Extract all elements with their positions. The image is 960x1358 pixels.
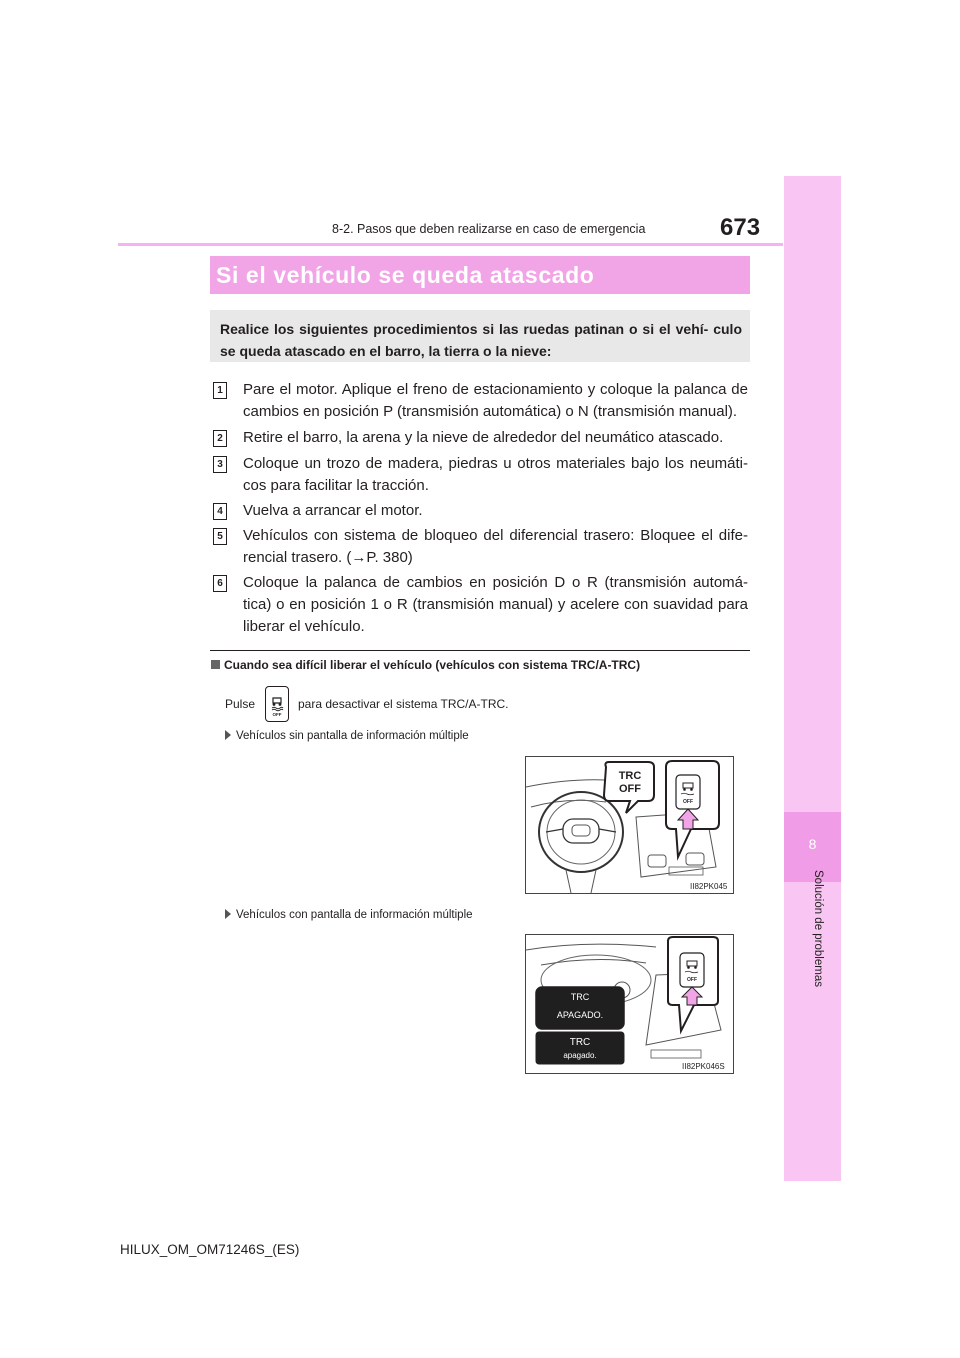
trc-off-button-icon <box>265 686 289 722</box>
header-rule <box>118 243 783 246</box>
step-number: 5 <box>213 528 227 545</box>
callout-off-text: OFF <box>619 783 641 795</box>
section-title: 8-2. Pasos que deben realizarse en caso de emergencia <box>332 222 646 236</box>
step-text: Pare el motor. Aplique el freno de estacionamiento y coloque la palanca de cambios en posición P (transmisión automática) o N (transmisión manual). <box>243 381 748 420</box>
display-2-apagado: apagado. <box>563 1051 597 1060</box>
figure-1-code: II82PK045 <box>690 882 728 891</box>
step-text: Coloque la palanca de cambios en posición D o R (transmisión automá- tica) o en posición 1 o R (transmisión manual) y acelere con suavidad para liberar el vehículo. <box>243 574 748 635</box>
divider <box>210 650 750 651</box>
figure-1-caption <box>225 730 469 742</box>
figure-2-caption-text: Vehículos con pantalla de información múltiple <box>236 909 473 921</box>
callout-trc-text: TRC <box>618 770 642 782</box>
figure-2-caption <box>225 909 473 921</box>
step-text: Retire el barro, la arena y la nieve de alrededor del neumático atascado. <box>243 429 724 446</box>
chapter-number: 8 <box>808 836 817 852</box>
step-number: 2 <box>213 430 227 447</box>
intro-text: Realice los siguientes procedimientos si las ruedas patinan o si el vehí- culo se queda atascado en el barro, la tierra o la nieve: <box>220 321 742 359</box>
step-number: 6 <box>213 575 227 592</box>
step-text: Vehículos con sistema de bloqueo del diferencial trasero: Bloquee el dife- rencial trasero. (→P. 380) <box>243 527 748 566</box>
step-number: 1 <box>213 382 227 399</box>
step-number: 4 <box>213 503 227 520</box>
pulse-text: Pulse <box>225 697 256 711</box>
note-heading-text: Cuando sea difícil liberar el vehículo (vehículos con sistema TRC/A-TRC) <box>224 658 641 672</box>
pulse-rest-text: para desactivar el sistema TRC/A-TRC. <box>298 697 509 711</box>
square-bullet-icon <box>211 660 220 669</box>
page-number: 673 <box>720 214 761 241</box>
figure-2-dashboard <box>525 934 734 1074</box>
display-1-trc: TRC <box>570 992 590 1002</box>
display-2-trc: TRC <box>569 1037 591 1048</box>
step-number: 3 <box>213 456 227 473</box>
chapter-side-tab <box>784 176 841 1181</box>
chapter-title-wrap <box>784 870 841 990</box>
figure-1-button-label: OFF <box>683 799 693 805</box>
page-title: Si el vehículo se queda atascado <box>216 262 595 288</box>
arrow-bullet-icon <box>225 909 231 919</box>
display-1-apagado: APAGADO. <box>556 1010 604 1020</box>
chapter-title: Solución de problemas <box>812 870 824 987</box>
step-text: Coloque un trozo de madera, piedras u otros materiales bajo los neumáti- cos para facilitar la tracción. <box>243 455 748 494</box>
footer-doc-code: HILUX_OM_OM71246S_(ES) <box>120 1242 300 1257</box>
figure-2-code: II82PK046S <box>682 1062 725 1071</box>
step-text: Vuelva a arrancar el motor. <box>243 502 423 519</box>
note-heading <box>211 658 640 672</box>
figure-2-button-label: OFF <box>687 977 697 983</box>
arrow-bullet-icon <box>225 730 231 740</box>
figure-1-caption-text: Vehículos sin pantalla de información múltiple <box>236 730 469 742</box>
button-off-label: OFF <box>272 712 282 717</box>
figure-1-dashboard <box>525 756 734 894</box>
